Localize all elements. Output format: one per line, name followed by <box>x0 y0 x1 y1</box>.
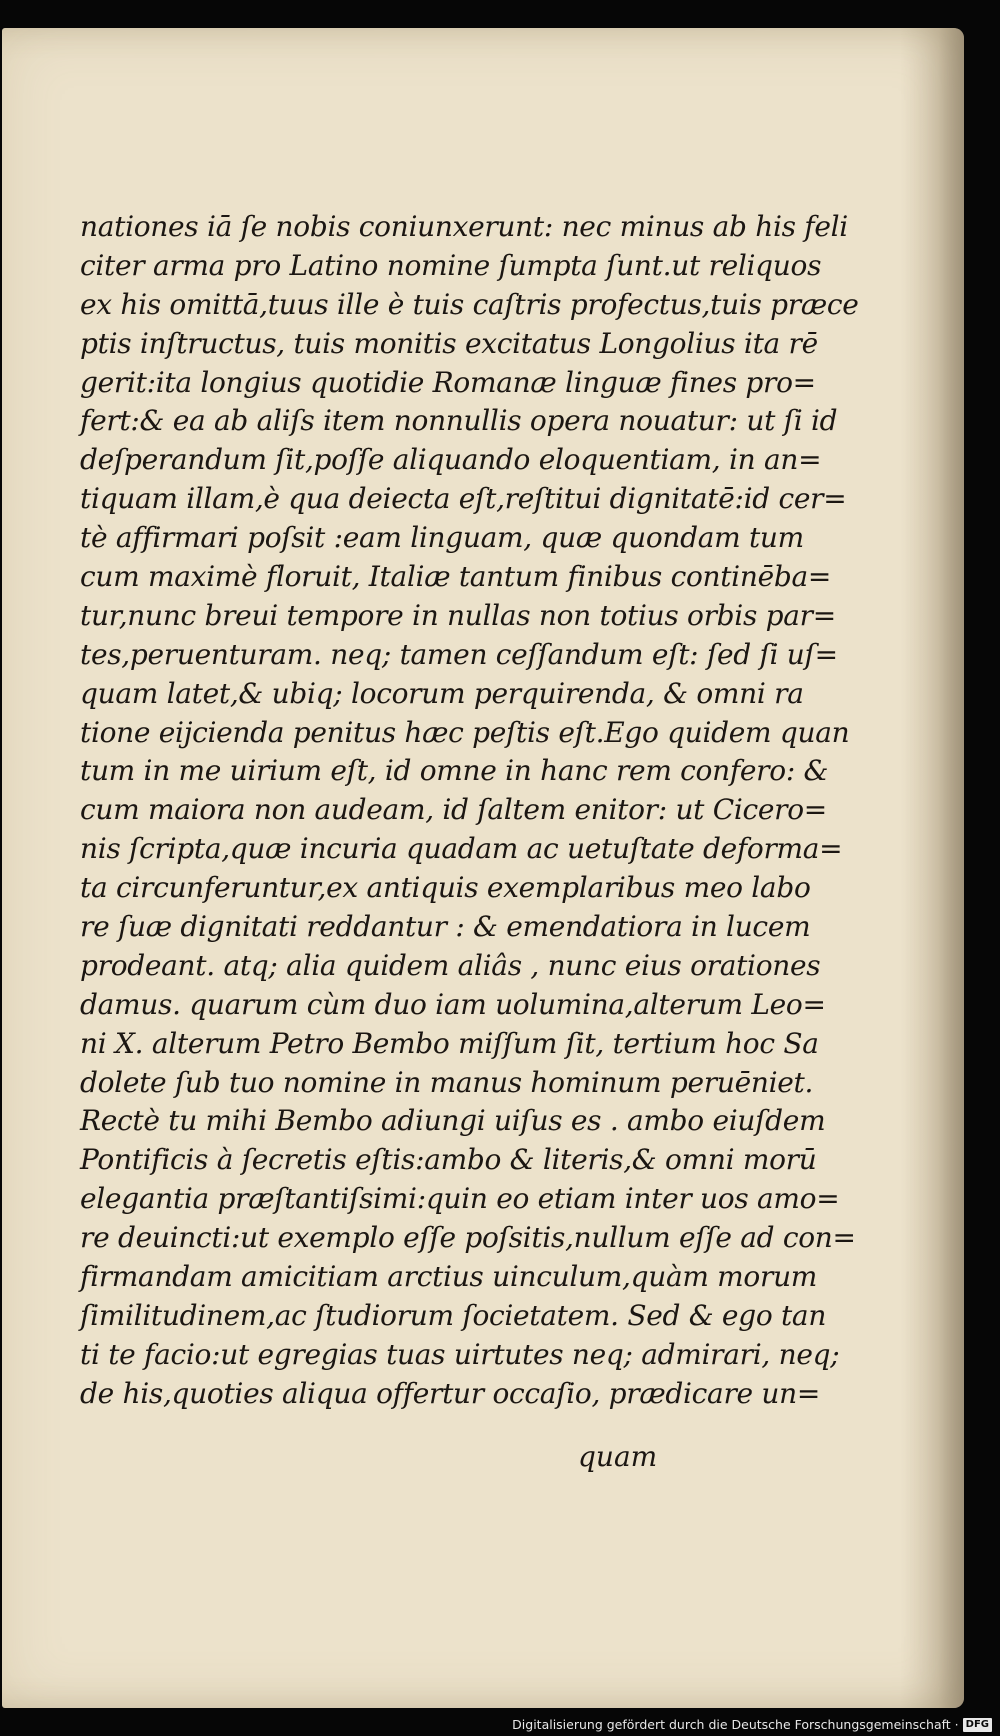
page-text-block <box>80 208 859 1414</box>
text-line-7: deſperandum ſit,poſſe aliquando eloquentiam, in an= <box>80 443 822 477</box>
text-line-9: tè affirmari poſsit :eam linguam, quæ quondam tum <box>80 521 804 555</box>
text-line-12: tes,peruenturam. neq; tamen ceſſandum eſt: ſed ſi uſ= <box>80 637 838 671</box>
text-line-30: ti te facio:ut egregias tuas uirtutes neq; admirari, neq; <box>80 1337 840 1371</box>
text-line-26: elegantia præſtantiſsimi:quin eo etiam inter uos amo= <box>80 1182 840 1216</box>
text-line-11: tur,nunc breui tempore in nullas non totius orbis par= <box>80 598 836 632</box>
text-line-17: nis ſcripta,quæ incuria quadam ac uetuſtate deforma= <box>80 832 843 866</box>
text-line-15: tum in me uirium eſt, id omne in hanc rem confero: & <box>80 754 829 788</box>
text-line-8: tiquam illam,è qua deiecta eſt,reſtitui dignitatē:id cer= <box>80 482 847 516</box>
text-line-2: citer arma pro Latino nomine ſumpta ſunt.ut reliquos <box>80 248 822 282</box>
text-line-31: de his,quoties aliqua offertur occaſio, prædicare un= <box>80 1376 821 1410</box>
text-line-18: ta circunferuntur,ex antiquis exemplaribus meo labo <box>80 871 811 905</box>
credit-text: Digitalisierung gefördert durch die Deutsche Forschungsgemeinschaft · <box>512 1717 959 1732</box>
text-line-27: re deuincti:ut exemplo eſſe poſsitis,nullum eſſe ad con= <box>80 1221 856 1255</box>
text-line-13: quam latet,& ubiq; locorum perquirenda, & omni ra <box>80 676 804 710</box>
text-line-3: ex his omittā,tuus ille è tuis caſtris profectus,tuis præce <box>80 287 859 321</box>
text-line-10: cum maximè floruit, Italiæ tantum finibus continēba= <box>80 560 832 594</box>
text-line-19: re ſuæ dignitati reddantur : & emendatiora in lucem <box>80 910 811 944</box>
text-line-1: nationes iā ſe nobis coniunxerunt: nec minus ab his feli <box>80 210 848 243</box>
text-line-22: ni X. alterum Petro Bembo miſſum ſit, tertium hoc Sa <box>80 1026 819 1060</box>
text-line-6: fert:& ea ab aliſs item nonnullis opera nouatur: ut ſi id <box>80 404 838 438</box>
text-line-28: firmandam amicitiam arctius uinculum,quàm morum <box>80 1260 818 1294</box>
text-line-21: damus. quarum cùm duo iam uolumina,alterum Leo= <box>80 987 826 1021</box>
text-line-24: Rectè tu mihi Bembo adiungi uiſus es . ambo eiuſdem <box>80 1104 826 1138</box>
text-line-20: prodeant. atq; alia quidem aliâs , nunc eius orationes <box>80 948 821 982</box>
text-line-14: tione eijcienda penitus hæc peſtis eſt.Ego quidem quan <box>80 715 850 749</box>
text-line-25: Pontificis à ſecretis eſtis:ambo & literis,& omni morū <box>80 1143 817 1177</box>
text-line-16: cum maiora non audeam, id ſaltem enitor: ut Cicero= <box>80 793 827 827</box>
digitization-credit <box>512 1717 992 1732</box>
text-line-29: ſimilitudinem,ac ſtudiorum ſocietatem. Sed & ego tan <box>80 1298 827 1332</box>
text-line-5: gerit:ita longius quotidie Romanæ linguæ fines pro= <box>80 365 816 399</box>
catchword: quam <box>578 1440 658 1473</box>
dfg-logo-icon: DFG <box>963 1718 992 1732</box>
text-line-23: dolete ſub tuo nomine in manus hominum peruēniet. <box>80 1065 814 1099</box>
text-line-4: ptis inſtructus, tuis monitis excitatus Longolius ita rē <box>80 326 818 360</box>
